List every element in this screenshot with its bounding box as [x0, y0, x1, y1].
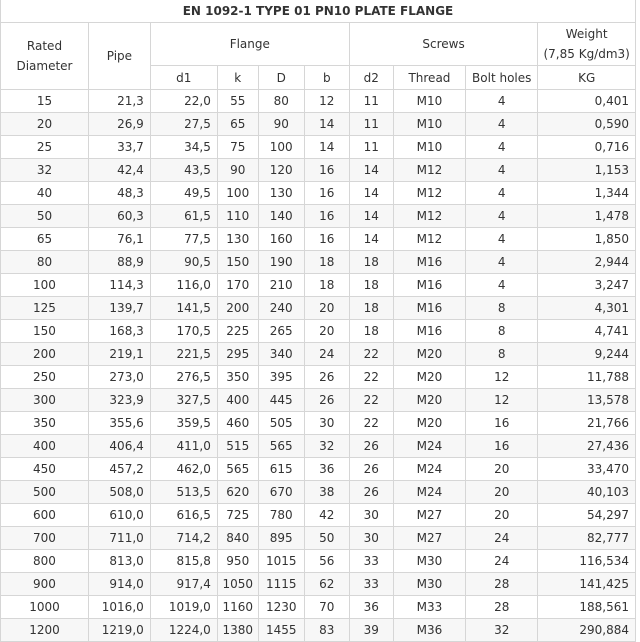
cell-thread: M10 [393, 113, 465, 136]
cell-k: 1160 [217, 596, 258, 619]
cell-d2: 22 [349, 412, 393, 435]
cell-D: 80 [258, 90, 304, 113]
cell-pipe: 76,1 [88, 228, 150, 251]
cell-k: 55 [217, 90, 258, 113]
cell-pipe: 323,9 [88, 389, 150, 412]
cell-b: 18 [304, 251, 349, 274]
cell-thread: M24 [393, 481, 465, 504]
cell-d2: 22 [349, 389, 393, 412]
cell-D: 210 [258, 274, 304, 297]
cell-pipe: 406,4 [88, 435, 150, 458]
cell-k: 110 [217, 205, 258, 228]
cell-d2: 14 [349, 228, 393, 251]
header-rated-diameter [1, 23, 89, 90]
cell-thread: M16 [393, 320, 465, 343]
cell-k: 200 [217, 297, 258, 320]
cell-d1: 27,5 [150, 113, 217, 136]
cell-bolt-holes: 4 [466, 205, 538, 228]
cell-k: 295 [217, 343, 258, 366]
cell-weight: 188,561 [538, 596, 636, 619]
header-weight-line1: Weight [565, 27, 608, 41]
cell-weight: 3,247 [538, 274, 636, 297]
cell-D: 1115 [258, 573, 304, 596]
cell-D: 395 [258, 366, 304, 389]
cell-pipe: 168,3 [88, 320, 150, 343]
table-row [1, 550, 636, 573]
cell-bolt-holes: 16 [466, 412, 538, 435]
table-row [1, 619, 636, 642]
cell-b: 62 [304, 573, 349, 596]
cell-rated-diameter: 400 [1, 435, 89, 458]
cell-rated-diameter: 350 [1, 412, 89, 435]
cell-thread: M10 [393, 136, 465, 159]
cell-b: 30 [304, 412, 349, 435]
cell-thread: M12 [393, 205, 465, 228]
cell-k: 400 [217, 389, 258, 412]
cell-pipe: 457,2 [88, 458, 150, 481]
cell-weight: 1,153 [538, 159, 636, 182]
table-row [1, 573, 636, 596]
cell-bolt-holes: 20 [466, 458, 538, 481]
cell-k: 100 [217, 182, 258, 205]
cell-weight: 54,297 [538, 504, 636, 527]
cell-bolt-holes: 4 [466, 159, 538, 182]
cell-rated-diameter: 25 [1, 136, 89, 159]
cell-b: 24 [304, 343, 349, 366]
cell-k: 565 [217, 458, 258, 481]
cell-D: 340 [258, 343, 304, 366]
cell-d2: 22 [349, 366, 393, 389]
cell-b: 12 [304, 90, 349, 113]
cell-d1: 616,5 [150, 504, 217, 527]
cell-d2: 18 [349, 320, 393, 343]
table-row [1, 274, 636, 297]
cell-bolt-holes: 8 [466, 343, 538, 366]
cell-D: 240 [258, 297, 304, 320]
cell-d2: 39 [349, 619, 393, 642]
cell-d1: 276,5 [150, 366, 217, 389]
table-row [1, 205, 636, 228]
cell-rated-diameter: 125 [1, 297, 89, 320]
cell-D: 505 [258, 412, 304, 435]
cell-thread: M30 [393, 573, 465, 596]
cell-thread: M20 [393, 343, 465, 366]
cell-d2: 26 [349, 435, 393, 458]
cell-b: 36 [304, 458, 349, 481]
table-body [1, 90, 636, 642]
table-row [1, 412, 636, 435]
cell-d1: 170,5 [150, 320, 217, 343]
cell-d2: 26 [349, 481, 393, 504]
cell-d2: 14 [349, 159, 393, 182]
cell-d1: 917,4 [150, 573, 217, 596]
cell-thread: M20 [393, 366, 465, 389]
cell-d2: 33 [349, 573, 393, 596]
cell-d2: 11 [349, 113, 393, 136]
header-d1: d1 [150, 66, 217, 90]
cell-pipe: 219,1 [88, 343, 150, 366]
cell-b: 26 [304, 366, 349, 389]
cell-D: 120 [258, 159, 304, 182]
cell-pipe: 1219,0 [88, 619, 150, 642]
cell-rated-diameter: 250 [1, 366, 89, 389]
cell-d1: 359,5 [150, 412, 217, 435]
table-row [1, 435, 636, 458]
header-pipe: Pipe [88, 23, 150, 90]
cell-D: 1230 [258, 596, 304, 619]
cell-d1: 61,5 [150, 205, 217, 228]
cell-k: 1380 [217, 619, 258, 642]
cell-weight: 290,884 [538, 619, 636, 642]
cell-weight: 1,344 [538, 182, 636, 205]
cell-rated-diameter: 65 [1, 228, 89, 251]
cell-k: 950 [217, 550, 258, 573]
cell-d2: 14 [349, 182, 393, 205]
cell-thread: M24 [393, 435, 465, 458]
table-row [1, 389, 636, 412]
cell-pipe: 114,3 [88, 274, 150, 297]
header-rated-diameter-line1: Rated [26, 39, 63, 53]
cell-k: 65 [217, 113, 258, 136]
table-row [1, 596, 636, 619]
table-row [1, 343, 636, 366]
cell-d1: 815,8 [150, 550, 217, 573]
cell-d2: 11 [349, 136, 393, 159]
header-rated-diameter-line2: Diameter [16, 59, 73, 73]
cell-d1: 327,5 [150, 389, 217, 412]
cell-pipe: 813,0 [88, 550, 150, 573]
cell-rated-diameter: 50 [1, 205, 89, 228]
cell-thread: M36 [393, 619, 465, 642]
cell-thread: M27 [393, 527, 465, 550]
cell-d1: 43,5 [150, 159, 217, 182]
cell-bolt-holes: 8 [466, 320, 538, 343]
cell-b: 16 [304, 205, 349, 228]
table-row [1, 251, 636, 274]
table-row [1, 90, 636, 113]
cell-d2: 18 [349, 274, 393, 297]
cell-weight: 116,534 [538, 550, 636, 573]
cell-rated-diameter: 1200 [1, 619, 89, 642]
cell-b: 20 [304, 297, 349, 320]
cell-weight: 82,777 [538, 527, 636, 550]
cell-weight: 4,301 [538, 297, 636, 320]
header-screws: Screws [349, 23, 538, 66]
cell-pipe: 42,4 [88, 159, 150, 182]
cell-thread: M12 [393, 228, 465, 251]
cell-b: 32 [304, 435, 349, 458]
cell-pipe: 139,7 [88, 297, 150, 320]
table-row [1, 136, 636, 159]
cell-rated-diameter: 500 [1, 481, 89, 504]
cell-bolt-holes: 24 [466, 527, 538, 550]
cell-thread: M16 [393, 251, 465, 274]
cell-bolt-holes: 4 [466, 90, 538, 113]
cell-D: 100 [258, 136, 304, 159]
cell-D: 615 [258, 458, 304, 481]
cell-d1: 116,0 [150, 274, 217, 297]
cell-d1: 513,5 [150, 481, 217, 504]
table-row [1, 228, 636, 251]
cell-weight: 2,944 [538, 251, 636, 274]
cell-thread: M12 [393, 159, 465, 182]
cell-D: 190 [258, 251, 304, 274]
header-weight [538, 23, 636, 66]
cell-D: 130 [258, 182, 304, 205]
cell-d1: 141,5 [150, 297, 217, 320]
cell-k: 840 [217, 527, 258, 550]
table-row [1, 182, 636, 205]
header-weight-line2: (7,85 Kg/dm3) [543, 47, 630, 61]
cell-thread: M20 [393, 389, 465, 412]
cell-b: 70 [304, 596, 349, 619]
cell-bolt-holes: 4 [466, 136, 538, 159]
cell-k: 170 [217, 274, 258, 297]
cell-weight: 141,425 [538, 573, 636, 596]
cell-rated-diameter: 900 [1, 573, 89, 596]
cell-d2: 14 [349, 205, 393, 228]
cell-weight: 0,401 [538, 90, 636, 113]
cell-b: 20 [304, 320, 349, 343]
cell-rated-diameter: 100 [1, 274, 89, 297]
cell-d1: 90,5 [150, 251, 217, 274]
header-bolt-holes: Bolt holes [466, 66, 538, 90]
cell-D: 895 [258, 527, 304, 550]
cell-D: 670 [258, 481, 304, 504]
cell-b: 16 [304, 228, 349, 251]
table-row [1, 527, 636, 550]
header-row-1 [1, 23, 636, 66]
cell-weight: 11,788 [538, 366, 636, 389]
cell-D: 565 [258, 435, 304, 458]
cell-d1: 221,5 [150, 343, 217, 366]
cell-k: 225 [217, 320, 258, 343]
cell-k: 150 [217, 251, 258, 274]
cell-rated-diameter: 15 [1, 90, 89, 113]
cell-D: 90 [258, 113, 304, 136]
cell-b: 14 [304, 113, 349, 136]
cell-k: 725 [217, 504, 258, 527]
cell-b: 18 [304, 274, 349, 297]
cell-rated-diameter: 700 [1, 527, 89, 550]
cell-b: 16 [304, 159, 349, 182]
cell-D: 1015 [258, 550, 304, 573]
cell-rated-diameter: 600 [1, 504, 89, 527]
cell-bolt-holes: 4 [466, 182, 538, 205]
cell-bolt-holes: 24 [466, 550, 538, 573]
table-title: EN 1092-1 TYPE 01 PN10 PLATE FLANGE [1, 0, 636, 23]
cell-weight: 4,741 [538, 320, 636, 343]
cell-k: 515 [217, 435, 258, 458]
cell-thread: M30 [393, 550, 465, 573]
cell-D: 140 [258, 205, 304, 228]
cell-bolt-holes: 8 [466, 297, 538, 320]
cell-k: 350 [217, 366, 258, 389]
cell-d1: 411,0 [150, 435, 217, 458]
header-d2: d2 [349, 66, 393, 90]
cell-b: 38 [304, 481, 349, 504]
cell-d2: 26 [349, 458, 393, 481]
cell-d2: 36 [349, 596, 393, 619]
header-kg: KG [538, 66, 636, 90]
cell-D: 160 [258, 228, 304, 251]
cell-rated-diameter: 80 [1, 251, 89, 274]
cell-k: 460 [217, 412, 258, 435]
cell-thread: M33 [393, 596, 465, 619]
header-b: b [304, 66, 349, 90]
cell-k: 1050 [217, 573, 258, 596]
cell-bolt-holes: 28 [466, 596, 538, 619]
cell-k: 620 [217, 481, 258, 504]
cell-pipe: 711,0 [88, 527, 150, 550]
cell-pipe: 914,0 [88, 573, 150, 596]
cell-d1: 34,5 [150, 136, 217, 159]
cell-rated-diameter: 200 [1, 343, 89, 366]
cell-b: 16 [304, 182, 349, 205]
cell-pipe: 33,7 [88, 136, 150, 159]
cell-b: 42 [304, 504, 349, 527]
cell-D: 265 [258, 320, 304, 343]
cell-b: 56 [304, 550, 349, 573]
cell-D: 445 [258, 389, 304, 412]
cell-thread: M20 [393, 412, 465, 435]
cell-k: 75 [217, 136, 258, 159]
cell-bolt-holes: 4 [466, 251, 538, 274]
table-row [1, 504, 636, 527]
cell-k: 90 [217, 159, 258, 182]
cell-b: 14 [304, 136, 349, 159]
table-row [1, 159, 636, 182]
cell-d1: 462,0 [150, 458, 217, 481]
cell-thread: M27 [393, 504, 465, 527]
cell-rated-diameter: 32 [1, 159, 89, 182]
table-row [1, 320, 636, 343]
cell-d1: 1224,0 [150, 619, 217, 642]
cell-thread: M24 [393, 458, 465, 481]
cell-bolt-holes: 12 [466, 366, 538, 389]
cell-pipe: 273,0 [88, 366, 150, 389]
cell-D: 1455 [258, 619, 304, 642]
cell-bolt-holes: 4 [466, 274, 538, 297]
cell-bolt-holes: 16 [466, 435, 538, 458]
table-row [1, 458, 636, 481]
cell-b: 26 [304, 389, 349, 412]
cell-weight: 33,470 [538, 458, 636, 481]
cell-pipe: 26,9 [88, 113, 150, 136]
header-D: D [258, 66, 304, 90]
cell-weight: 40,103 [538, 481, 636, 504]
cell-rated-diameter: 150 [1, 320, 89, 343]
cell-bolt-holes: 4 [466, 228, 538, 251]
cell-pipe: 21,3 [88, 90, 150, 113]
cell-pipe: 610,0 [88, 504, 150, 527]
cell-D: 780 [258, 504, 304, 527]
cell-bolt-holes: 12 [466, 389, 538, 412]
table-row [1, 366, 636, 389]
cell-bolt-holes: 20 [466, 504, 538, 527]
table-row [1, 481, 636, 504]
cell-d2: 22 [349, 343, 393, 366]
cell-d2: 30 [349, 504, 393, 527]
cell-d2: 11 [349, 90, 393, 113]
cell-thread: M10 [393, 90, 465, 113]
table-row [1, 113, 636, 136]
title-row [1, 0, 636, 23]
cell-weight: 13,578 [538, 389, 636, 412]
cell-pipe: 88,9 [88, 251, 150, 274]
cell-d2: 33 [349, 550, 393, 573]
cell-rated-diameter: 20 [1, 113, 89, 136]
cell-bolt-holes: 20 [466, 481, 538, 504]
cell-weight: 27,436 [538, 435, 636, 458]
cell-weight: 1,478 [538, 205, 636, 228]
cell-pipe: 48,3 [88, 182, 150, 205]
cell-b: 83 [304, 619, 349, 642]
cell-d1: 714,2 [150, 527, 217, 550]
cell-bolt-holes: 4 [466, 113, 538, 136]
cell-weight: 21,766 [538, 412, 636, 435]
cell-rated-diameter: 450 [1, 458, 89, 481]
cell-weight: 1,850 [538, 228, 636, 251]
cell-rated-diameter: 300 [1, 389, 89, 412]
cell-bolt-holes: 32 [466, 619, 538, 642]
cell-weight: 9,244 [538, 343, 636, 366]
cell-pipe: 508,0 [88, 481, 150, 504]
cell-d1: 77,5 [150, 228, 217, 251]
table-row [1, 297, 636, 320]
cell-weight: 0,590 [538, 113, 636, 136]
cell-rated-diameter: 40 [1, 182, 89, 205]
cell-d2: 18 [349, 297, 393, 320]
cell-pipe: 1016,0 [88, 596, 150, 619]
cell-bolt-holes: 28 [466, 573, 538, 596]
cell-pipe: 355,6 [88, 412, 150, 435]
table-header [1, 0, 636, 90]
cell-weight: 0,716 [538, 136, 636, 159]
cell-d1: 1019,0 [150, 596, 217, 619]
cell-pipe: 60,3 [88, 205, 150, 228]
cell-rated-diameter: 800 [1, 550, 89, 573]
cell-k: 130 [217, 228, 258, 251]
header-thread: Thread [393, 66, 465, 90]
cell-d1: 22,0 [150, 90, 217, 113]
cell-d2: 30 [349, 527, 393, 550]
header-flange: Flange [150, 23, 349, 66]
cell-thread: M16 [393, 297, 465, 320]
header-k: k [217, 66, 258, 90]
cell-thread: M12 [393, 182, 465, 205]
cell-d2: 18 [349, 251, 393, 274]
cell-d1: 49,5 [150, 182, 217, 205]
cell-thread: M16 [393, 274, 465, 297]
cell-b: 50 [304, 527, 349, 550]
cell-rated-diameter: 1000 [1, 596, 89, 619]
